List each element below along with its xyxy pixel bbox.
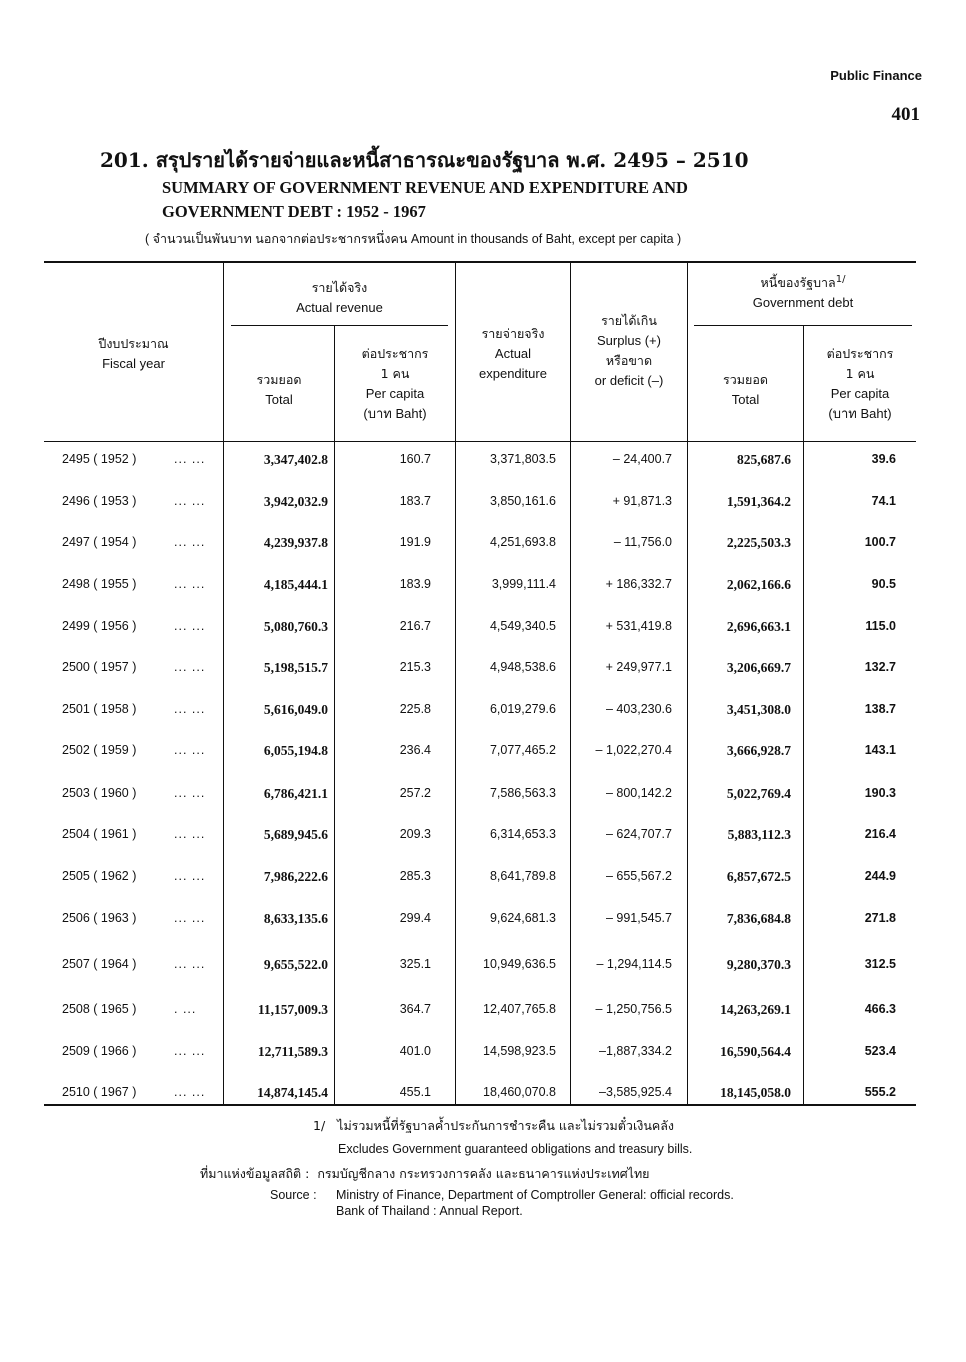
revenue-per-capita-cell: 299.4	[399, 911, 431, 925]
header-revenue-total: รวมยอด Total	[256, 372, 302, 407]
title-english-line1: SUMMARY OF GOVERNMENT REVENUE AND EXPENDITURE AND	[162, 178, 688, 197]
expenditure-cell: 3,371,803.5	[489, 452, 556, 466]
revenue-per-capita-cell: 236.4	[399, 743, 431, 757]
header-surplus-deficit: รายได้เกิน Surplus (+) หรือขาด or deficit (–)	[594, 313, 664, 388]
table-subtitle: ( จำนวนเป็นพันบาท นอกจากต่อประชากรหนึ่งคน Amount in thousands of Baht, except per capita )	[145, 232, 682, 246]
fiscal-year-cell: 2501 ( 1958 )	[62, 702, 137, 716]
table-row	[44, 911, 916, 931]
running-header: Public Finance	[830, 68, 922, 83]
leader-dots: ... ...	[174, 827, 206, 841]
debt-per-capita-cell: 143.1	[864, 743, 896, 757]
header-actual-revenue: รายได้จริง Actual revenue	[296, 280, 383, 315]
leader-dots: ... ...	[174, 452, 206, 466]
table-title-thai	[100, 144, 748, 176]
fiscal-year-cell: 2496 ( 1953 )	[62, 494, 137, 508]
debt-per-capita-cell: 138.7	[864, 702, 896, 716]
surplus-deficit-cell: – 624,707.7	[605, 827, 672, 841]
debt-total-cell: 16,590,564.4	[720, 1044, 791, 1059]
debt-total-cell: 3,206,669.7	[726, 660, 791, 675]
expenditure-cell: 14,598,923.5	[483, 1044, 556, 1058]
table-row	[44, 1002, 916, 1022]
revenue-total-cell: 4,185,444.1	[263, 577, 328, 592]
fiscal-year-cell: 2504 ( 1961 )	[62, 827, 137, 841]
source-thai: ที่มาแห่งข้อมูลสถิติ : กรมบัญชีกลาง กระทรวงการคลัง และธนาคารแห่งประเทศไทย	[200, 1166, 650, 1181]
revenue-total-cell: 5,616,049.0	[263, 702, 328, 717]
fiscal-year-cell: 2502 ( 1959 )	[62, 743, 137, 757]
surplus-deficit-cell: – 991,545.7	[605, 911, 672, 925]
expenditure-cell: 4,948,538.6	[489, 660, 556, 674]
surplus-deficit-cell: – 800,142.2	[605, 786, 672, 800]
debt-per-capita-cell: 244.9	[864, 869, 896, 883]
surplus-deficit-cell: –3,585,925.4	[599, 1085, 672, 1099]
expenditure-cell: 8,641,789.8	[489, 869, 556, 883]
table-row	[44, 1044, 916, 1064]
table-row	[44, 452, 916, 472]
table-row	[44, 827, 916, 847]
revenue-total-cell: 6,786,421.1	[263, 786, 328, 801]
revenue-total-cell: 3,347,402.8	[263, 452, 328, 467]
revenue-per-capita-cell: 183.7	[399, 494, 431, 508]
leader-dots: ... ...	[174, 957, 206, 971]
revenue-total-cell: 5,689,945.6	[263, 827, 328, 842]
debt-total-cell: 7,836,684.8	[726, 911, 791, 926]
leader-dots: ... ...	[174, 494, 206, 508]
revenue-total-cell: 11,157,009.3	[257, 1002, 328, 1017]
debt-total-cell: 2,696,663.1	[726, 619, 791, 634]
footnote-marker: 1/	[313, 1118, 326, 1133]
debt-per-capita-cell: 555.2	[864, 1085, 896, 1099]
table-top-rule	[44, 261, 916, 263]
debt-per-capita-cell: 466.3	[864, 1002, 896, 1016]
debt-per-capita-cell: 39.6	[871, 452, 896, 466]
revenue-per-capita-cell: 191.9	[399, 535, 431, 549]
source-english-label: Source :	[270, 1188, 317, 1202]
revenue-per-capita-cell: 215.3	[399, 660, 431, 674]
surplus-deficit-cell: – 1,250,756.5	[595, 1002, 672, 1016]
revenue-per-capita-cell: 401.0	[399, 1044, 431, 1058]
header-fiscal-year: ปีงบประมาณ Fiscal year	[98, 336, 169, 371]
fiscal-year-cell: 2507 ( 1964 )	[62, 957, 137, 971]
page-number: 401	[891, 104, 920, 125]
table-row	[44, 535, 916, 555]
leader-dots: ... ...	[174, 786, 206, 800]
expenditure-cell: 9,624,681.3	[489, 911, 556, 925]
table-number: 201.	[100, 148, 149, 172]
expenditure-cell: 3,999,111.4	[491, 577, 556, 591]
revenue-per-capita-cell: 364.7	[399, 1002, 431, 1016]
fiscal-year-cell: 2505 ( 1962 )	[62, 869, 137, 883]
debt-total-cell: 5,022,769.4	[726, 786, 791, 801]
debt-total-cell: 5,883,112.3	[727, 827, 791, 842]
title-thai-text: สรุปรายได้รายจ่ายและหนี้สาธารณะของรัฐบาล พ.ศ. 2495 – 2510	[155, 148, 749, 172]
footnote-thai: 1/ ไม่รวมหนี้ที่รัฐบาลค้ำประกันการชำระคืน และไม่รวมตั๋วเงินคลัง	[313, 1118, 674, 1133]
expenditure-cell: 7,077,465.2	[489, 743, 556, 757]
surplus-deficit-cell: + 91,871.3	[612, 494, 672, 508]
debt-per-capita-cell: 74.1	[871, 494, 896, 508]
revenue-per-capita-cell: 183.9	[399, 577, 431, 591]
header-bottom-rule	[44, 441, 916, 442]
debt-total-cell: 18,145,058.0	[720, 1085, 791, 1100]
table-row	[44, 869, 916, 889]
fiscal-year-cell: 2495 ( 1952 )	[62, 452, 137, 466]
revenue-total-cell: 14,874,145.4	[257, 1085, 328, 1100]
debt-total-cell: 14,263,269.1	[720, 1002, 791, 1017]
surplus-deficit-cell: – 655,567.2	[605, 869, 672, 883]
revenue-total-cell: 3,942,032.9	[263, 494, 328, 509]
fiscal-year-cell: 2498 ( 1955 )	[62, 577, 137, 591]
debt-per-capita-cell: 271.8	[864, 911, 896, 925]
debt-total-cell: 3,666,928.7	[726, 743, 791, 758]
fiscal-year-cell: 2499 ( 1956 )	[62, 619, 137, 633]
leader-dots: ... ...	[174, 619, 206, 633]
debt-total-cell: 6,857,672.5	[726, 869, 791, 884]
leader-dots: ... ...	[174, 869, 206, 883]
table-row	[44, 494, 916, 514]
table-row	[44, 619, 916, 639]
revenue-total-cell: 8,633,135.6	[263, 911, 328, 926]
surplus-deficit-cell: – 1,294,114.5	[596, 957, 672, 971]
table-row	[44, 1085, 916, 1105]
leader-dots: ... ...	[174, 535, 206, 549]
revenue-total-cell: 7,986,222.6	[263, 869, 328, 884]
fiscal-year-cell: 2497 ( 1954 )	[62, 535, 137, 549]
fiscal-year-cell: 2500 ( 1957 )	[62, 660, 137, 674]
title-english-line2: GOVERNMENT DEBT : 1952 - 1967	[162, 202, 426, 221]
debt-per-capita-cell: 216.4	[864, 827, 896, 841]
revenue-total-cell: 5,198,515.7	[263, 660, 328, 675]
leader-dots: ... ...	[174, 1044, 206, 1058]
debt-per-capita-cell: 115.0	[865, 619, 896, 633]
revenue-per-capita-cell: 285.3	[399, 869, 431, 883]
expenditure-cell: 4,251,693.8	[489, 535, 556, 549]
debt-footnote-marker: 1/	[835, 274, 846, 285]
revenue-per-capita-cell: 216.7	[399, 619, 431, 633]
debt-total-cell: 3,451,308.0	[726, 702, 791, 717]
debt-per-capita-cell: 190.3	[864, 786, 896, 800]
revenue-per-capita-cell: 160.7	[399, 452, 431, 466]
surplus-deficit-cell: + 186,332.7	[605, 577, 672, 591]
surplus-deficit-cell: – 11,756.0	[613, 535, 672, 549]
source-english-line1: Ministry of Finance, Department of Comptroller General: official records.	[336, 1188, 734, 1202]
revenue-total-cell: 5,080,760.3	[263, 619, 328, 634]
fiscal-year-cell: 2508 ( 1965 )	[62, 1002, 137, 1016]
table-row	[44, 743, 916, 763]
table-row	[44, 577, 916, 597]
fiscal-year-cell: 2506 ( 1963 )	[62, 911, 137, 925]
surplus-deficit-cell: – 1,022,270.4	[595, 743, 672, 757]
surplus-deficit-cell: –1,887,334.2	[599, 1044, 672, 1058]
leader-dots: ... ...	[174, 743, 206, 757]
debt-total-cell: 9,280,370.3	[726, 957, 791, 972]
expenditure-cell: 18,460,070.8	[483, 1085, 556, 1099]
table-row	[44, 660, 916, 680]
revenue-per-capita-cell: 325.1	[399, 957, 431, 971]
fiscal-year-cell: 2503 ( 1960 )	[62, 786, 137, 800]
surplus-deficit-cell: – 24,400.7	[612, 452, 672, 466]
debt-total-cell: 2,225,503.3	[726, 535, 791, 550]
expenditure-cell: 7,586,563.3	[489, 786, 556, 800]
debt-per-capita-cell: 90.5	[871, 577, 896, 591]
revenue-total-cell: 4,239,937.8	[263, 535, 328, 550]
header-debt-total: รวมยอด Total	[723, 372, 768, 407]
table-title-english	[162, 176, 842, 224]
column-divider	[455, 263, 456, 1104]
debt-per-capita-cell: 132.7	[864, 660, 896, 674]
leader-dots: ... ...	[174, 660, 206, 674]
table-row	[44, 957, 916, 977]
debt-total-cell: 2,062,166.6	[726, 577, 791, 592]
expenditure-cell: 3,850,161.6	[489, 494, 556, 508]
expenditure-cell: 6,019,279.6	[489, 702, 556, 716]
debt-total-cell: 825,687.6	[737, 452, 791, 467]
revenue-per-capita-cell: 257.2	[399, 786, 431, 800]
source-english-line2: Bank of Thailand : Annual Report.	[336, 1204, 523, 1218]
revenue-total-cell: 12,711,589.3	[257, 1044, 328, 1059]
debt-per-capita-cell: 312.5	[864, 957, 896, 971]
table-row	[44, 786, 916, 806]
expenditure-cell: 6,314,653.3	[489, 827, 556, 841]
debt-per-capita-cell: 523.4	[864, 1044, 896, 1058]
fiscal-year-cell: 2510 ( 1967 )	[62, 1085, 137, 1099]
leader-dots: ... ...	[174, 911, 206, 925]
revenue-per-capita-cell: 455.1	[399, 1085, 431, 1099]
header-debt-per-capita: ต่อประชากร 1 คน Per capita (บาท Baht)	[826, 346, 894, 421]
expenditure-cell: 4,549,340.5	[489, 619, 556, 633]
debt-per-capita-cell: 100.7	[864, 535, 896, 549]
revenue-total-cell: 6,055,194.8	[263, 743, 328, 758]
revenue-per-capita-cell: 225.8	[399, 702, 431, 716]
revenue-per-capita-cell: 209.3	[399, 827, 431, 841]
table-row	[44, 702, 916, 722]
footnote-english: Excludes Government guaranteed obligations and treasury bills.	[338, 1142, 693, 1156]
surplus-deficit-cell: + 249,977.1	[605, 660, 672, 674]
leader-dots: . ...	[174, 1002, 197, 1016]
leader-dots: ... ...	[174, 1085, 206, 1099]
revenue-total-cell: 9,655,522.0	[263, 957, 328, 972]
surplus-deficit-cell: + 531,419.8	[605, 619, 672, 633]
surplus-deficit-cell: – 403,230.6	[605, 702, 672, 716]
expenditure-cell: 10,949,636.5	[483, 957, 556, 971]
header-actual-expenditure: รายจ่ายจริง Actual expenditure	[479, 326, 547, 381]
leader-dots: ... ...	[174, 577, 206, 591]
debt-total-cell: 1,591,364.2	[726, 494, 791, 509]
fiscal-year-cell: 2509 ( 1966 )	[62, 1044, 137, 1058]
revenue-subheader-rule	[231, 325, 448, 326]
leader-dots: ... ...	[174, 702, 206, 716]
expenditure-cell: 12,407,765.8	[483, 1002, 556, 1016]
header-government-debt: หนี้ของรัฐบาล$^{1/}$ Government debt	[752, 274, 854, 311]
header-revenue-per-capita: ต่อประชากร 1 คน Per capita (บาท Baht)	[361, 346, 429, 421]
